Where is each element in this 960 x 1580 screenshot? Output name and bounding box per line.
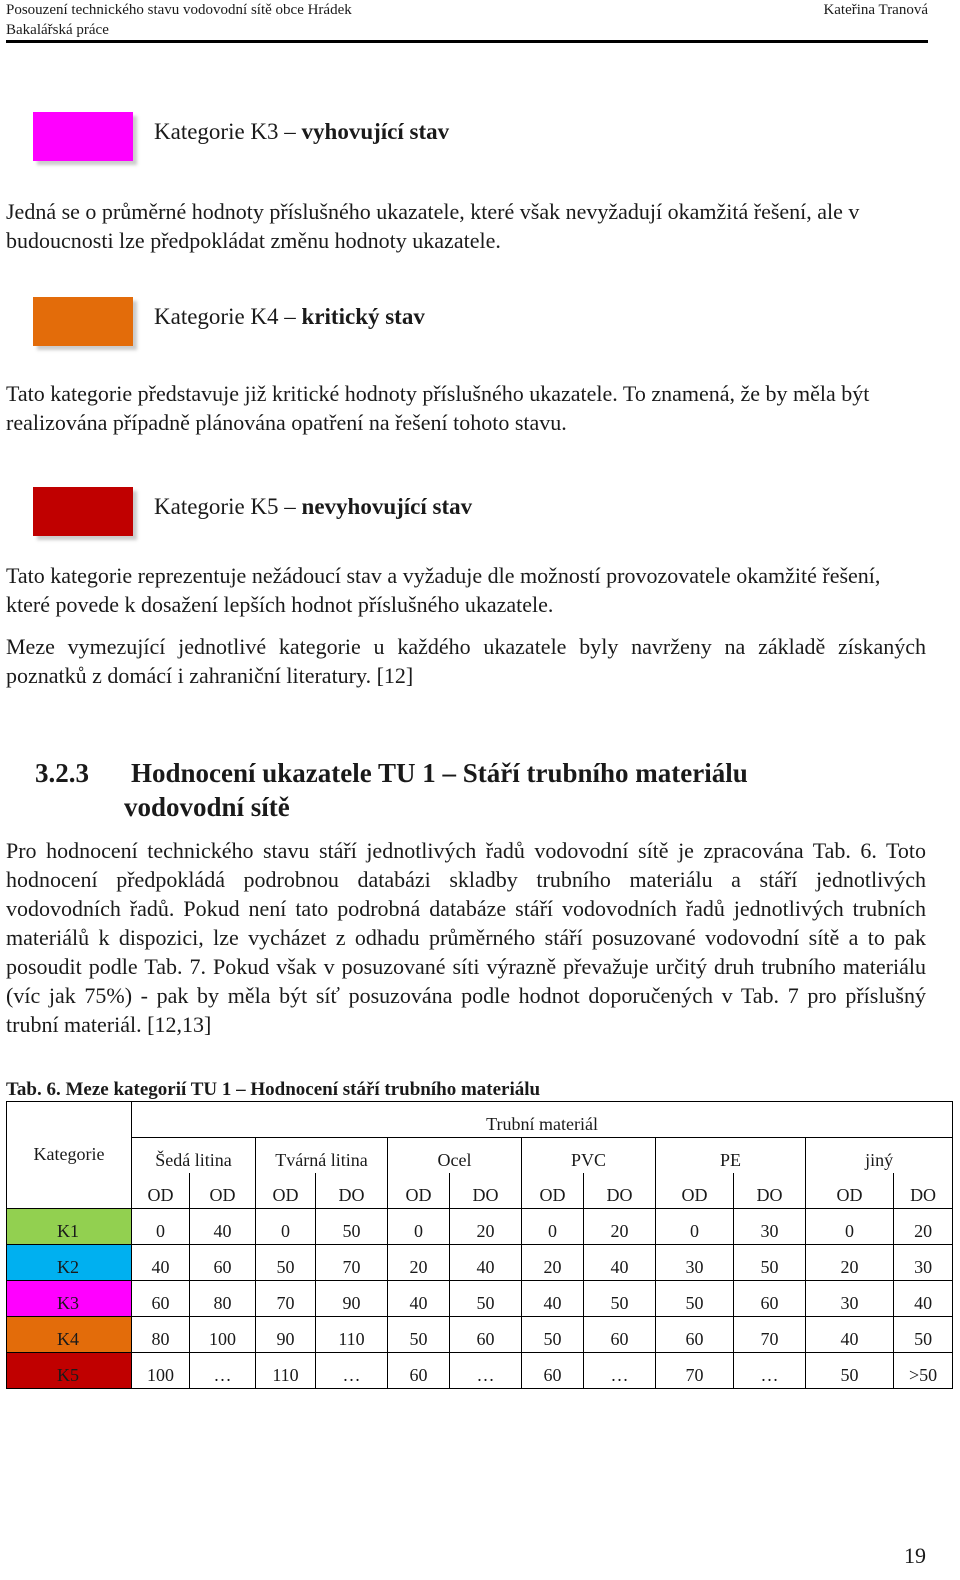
- table-cell-value: 60: [132, 1281, 190, 1317]
- header-document-title: Posouzení technického stavu vodovodní sítě obce Hrádek: [6, 2, 352, 18]
- category-k4-heading: [30, 294, 730, 354]
- table-cell-value: 100: [132, 1353, 190, 1389]
- table-cell-value: 50: [734, 1245, 806, 1281]
- category-k4-title: Kategorie K4 – kritický stav: [154, 304, 425, 329]
- table-cell-value: 40: [894, 1281, 953, 1317]
- table-cell-value: 0: [806, 1209, 894, 1245]
- table-header-kategorie: Kategorie: [7, 1102, 132, 1209]
- table-cell-value: 40: [806, 1317, 894, 1353]
- table-cell-value: 80: [132, 1317, 190, 1353]
- section-paragraph: Pro hodnocení technického stavu stáří jednotlivých řadů vodovodní sítě je zpracována Tab. 6. Toto hodnocení předpokládá podrobnou databázi skladby trubního materiálu a stáří jednotlivých vodovodních řadů. Pokud není tato podrobná databáze stáří vodovodních řadů jednotlivých trubních materiálů k dispozici, lze vycházet z odhadu průměrného stáří posuzované vodovodní sítě a to pak posoudit podle Tab. 7. Pokud však v posuzované síti výrazně převažuje určitý druh trubního materiálu (víc jak 75%) - pak by měla být síť posuzována podle hodnot doporučených v Tab. 7 pro příslušný trubní materiál. [12,13]: [6, 838, 926, 1037]
- table-cell-value: 40: [388, 1281, 450, 1317]
- table-cell-value: 50: [256, 1245, 316, 1281]
- category-k3-description: Jedná se o průměrné hodnoty příslušného ukazatele, které však nevyžadují okamžitá řešení, ale v budoucnosti lze předpokládat změnu hodnoty ukazatele.: [6, 199, 860, 253]
- table-cell-value: 70: [656, 1353, 734, 1389]
- table-cell-value: 110: [256, 1353, 316, 1389]
- table-body: [7, 1209, 953, 1389]
- table-row: [7, 1353, 953, 1389]
- table-cell-value: 30: [734, 1209, 806, 1245]
- table-subheader-od: OD: [522, 1173, 584, 1209]
- table-cell-value: 60: [584, 1317, 656, 1353]
- table-cell-value: 60: [522, 1353, 584, 1389]
- table-cell-value: 20: [388, 1245, 450, 1281]
- table-cell-value: 40: [522, 1281, 584, 1317]
- table-cell-value: 20: [450, 1209, 522, 1245]
- table-cell-value: 20: [584, 1209, 656, 1245]
- header-author: Kateřina Tranová: [823, 2, 928, 18]
- section-title: Hodnocení ukazatele TU 1 – Stáří trubního materiálu vodovodní sítě: [124, 758, 748, 822]
- table-row: [7, 1281, 953, 1317]
- table-subheader-do: DO: [894, 1173, 953, 1209]
- table-subheader-do: DO: [316, 1173, 388, 1209]
- page-number: 19: [904, 1543, 926, 1568]
- table-subheader-do: DO: [450, 1173, 522, 1209]
- table-cell-value: 80: [190, 1281, 256, 1317]
- table-cell-value: 90: [256, 1317, 316, 1353]
- table-cell-value: 60: [190, 1245, 256, 1281]
- table-header-material: Šedá litina: [132, 1138, 256, 1174]
- table-header-row-3: [7, 1173, 953, 1209]
- category-k5-description: Tato kategorie reprezentuje nežádoucí stav a vyžaduje dle možností provozovatele okamžité řešení, které povede k dosažení lepších hodnot příslušného ukazatele.: [6, 563, 881, 617]
- header-document-type: Bakalářská práce: [6, 22, 109, 38]
- category-limits-table: [6, 1101, 953, 1389]
- category-k4-swatch: [33, 297, 133, 346]
- table-header-trubni-material: Trubní materiál: [132, 1102, 953, 1138]
- table-cell-value: 20: [806, 1245, 894, 1281]
- table-cell-value: 30: [806, 1281, 894, 1317]
- table-header-material: Tvárná litina: [256, 1138, 388, 1174]
- table-subheader-od: OD: [256, 1173, 316, 1209]
- section-number: 3.2.3: [35, 758, 89, 788]
- table-row: [7, 1317, 953, 1353]
- table-header-material: Ocel: [388, 1138, 522, 1174]
- table-cell-value: 50: [894, 1317, 953, 1353]
- table-cell-value: >50: [894, 1353, 953, 1389]
- table-cell-value: …: [190, 1353, 256, 1389]
- table-header-material: jiný: [806, 1138, 953, 1174]
- table-subheader-do: DO: [734, 1173, 806, 1209]
- table-cell-value: 50: [584, 1281, 656, 1317]
- table-subheader-od: OD: [806, 1173, 894, 1209]
- table-cell-value: 110: [316, 1317, 388, 1353]
- table-cell-value: 30: [656, 1245, 734, 1281]
- header-left: [6, 0, 352, 40]
- table-cell-value: 50: [656, 1281, 734, 1317]
- table-cell-value: 30: [894, 1245, 953, 1281]
- category-k3-heading: [30, 109, 730, 169]
- table-cell-value: 20: [894, 1209, 953, 1245]
- table-row: [7, 1209, 953, 1245]
- table-cell-value: 90: [316, 1281, 388, 1317]
- table-cell-value: 40: [132, 1245, 190, 1281]
- table-header-row-2: [7, 1138, 953, 1174]
- table-header-material: PE: [656, 1138, 806, 1174]
- table-cell-value: 20: [522, 1245, 584, 1281]
- table-subheader-od: OD: [388, 1173, 450, 1209]
- table-cell-category: K4: [7, 1317, 132, 1353]
- category-k3-swatch: [33, 112, 133, 161]
- table-cell-value: 40: [450, 1245, 522, 1281]
- table-cell-value: 60: [450, 1317, 522, 1353]
- category-k5-title: Kategorie K5 – nevyhovující stav: [154, 494, 473, 519]
- table-cell-value: 0: [522, 1209, 584, 1245]
- table-cell-value: 40: [190, 1209, 256, 1245]
- category-k5-heading: [30, 484, 730, 544]
- category-k5-swatch: [33, 487, 133, 536]
- category-k3-title: Kategorie K3 – vyhovující stav: [154, 119, 450, 144]
- table-cell-category: K2: [7, 1245, 132, 1281]
- table-cell-value: …: [734, 1353, 806, 1389]
- table-caption: Tab. 6. Meze kategorií TU 1 – Hodnocení stáří trubního materiálu: [6, 1079, 541, 1100]
- table-cell-category: K1: [7, 1209, 132, 1245]
- table-cell-value: 60: [734, 1281, 806, 1317]
- table-cell-value: …: [584, 1353, 656, 1389]
- category-k4-description: Tato kategorie představuje již kritické hodnoty příslušného ukazatele. To znamená, že by měla být realizována případně plánována opatření na řešení tohoto stavu.: [6, 381, 870, 435]
- table-row: [7, 1245, 953, 1281]
- table-cell-value: 100: [190, 1317, 256, 1353]
- table-cell-value: 70: [316, 1245, 388, 1281]
- table-cell-value: 70: [734, 1317, 806, 1353]
- table-header-material: PVC: [522, 1138, 656, 1174]
- table-cell-value: 0: [656, 1209, 734, 1245]
- table-subheader-od: OD: [656, 1173, 734, 1209]
- table-cell-value: 50: [316, 1209, 388, 1245]
- table-cell-value: 60: [388, 1353, 450, 1389]
- table-cell-category: K5: [7, 1353, 132, 1389]
- table-cell-value: 50: [450, 1281, 522, 1317]
- table-cell-value: 50: [522, 1317, 584, 1353]
- table-subheader-do: DO: [584, 1173, 656, 1209]
- category-limits-paragraph: Meze vymezující jednotlivé kategorie u každého ukazatele byly navrženy na základě získaných poznatků z domácí i zahraniční literatury. [12]: [6, 634, 926, 688]
- table-header-row-1: [7, 1102, 953, 1138]
- table-cell-value: …: [450, 1353, 522, 1389]
- table-cell-value: 50: [806, 1353, 894, 1389]
- table-cell-value: 0: [256, 1209, 316, 1245]
- table-cell-value: 50: [388, 1317, 450, 1353]
- table-cell-value: 40: [584, 1245, 656, 1281]
- table-cell-value: 70: [256, 1281, 316, 1317]
- table-subheader-od: OD: [190, 1173, 256, 1209]
- table-subheader-od: OD: [132, 1173, 190, 1209]
- table-cell-value: 0: [388, 1209, 450, 1245]
- table-cell-value: 0: [132, 1209, 190, 1245]
- table-cell-category: K3: [7, 1281, 132, 1317]
- table-cell-value: 60: [656, 1317, 734, 1353]
- page-header: [6, 0, 928, 43]
- table-cell-value: …: [316, 1353, 388, 1389]
